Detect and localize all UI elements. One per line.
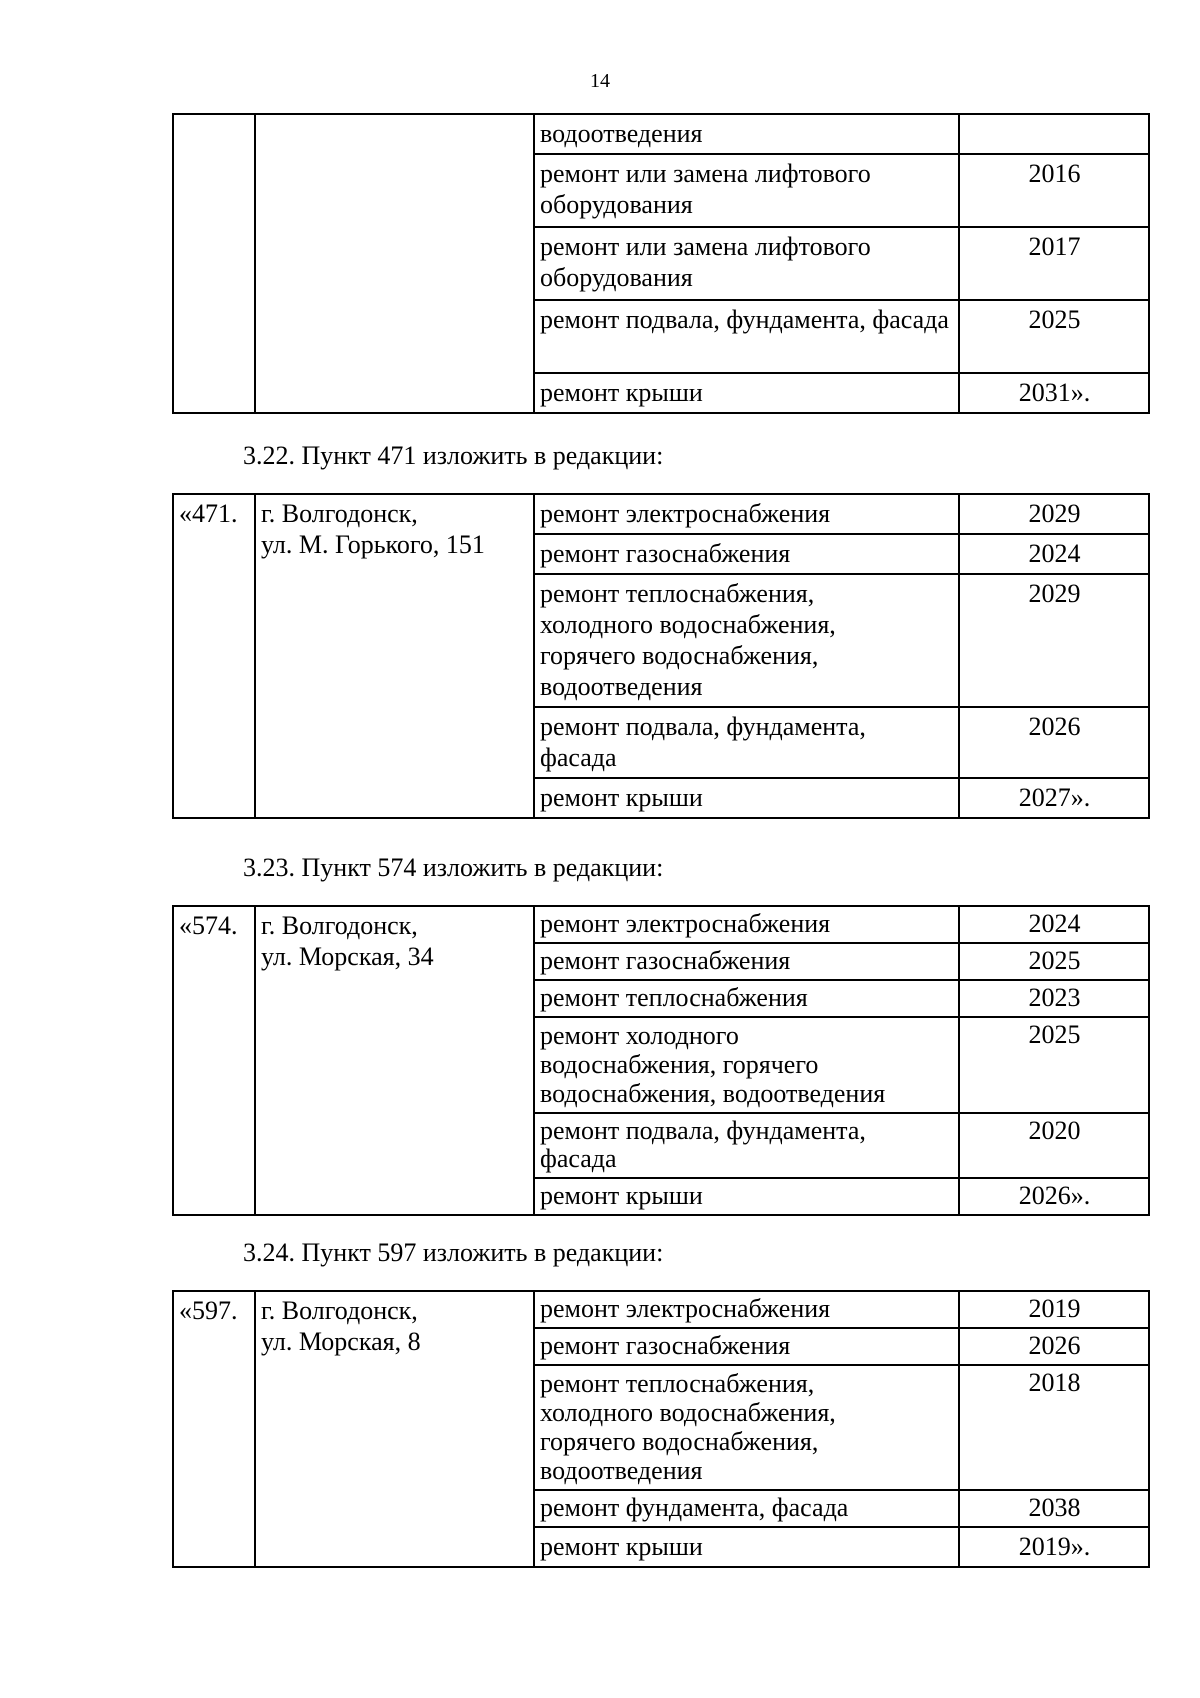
item-address: г. Волгодонск, ул. Морская, 34: [255, 906, 534, 1215]
number-cell: [173, 114, 255, 413]
work-cell: ремонт теплоснабжения, холодного водоснабжения, горячего водоснабжения, водоотведения: [534, 1365, 959, 1490]
year-cell: 2026: [959, 707, 1149, 778]
work-cell: ремонт крыши: [534, 373, 959, 413]
item-table: [172, 905, 1150, 1216]
work-cell: ремонт фундамента, фасада: [534, 1490, 959, 1527]
year-cell: 2026».: [959, 1178, 1149, 1215]
year-cell: 2029: [959, 494, 1149, 534]
work-cell: ремонт или замена лифтового оборудования: [534, 154, 959, 227]
work-cell: ремонт крыши: [534, 1527, 959, 1567]
year-cell: 2025: [959, 943, 1149, 980]
section-heading: 3.24. Пункт 597 изложить в редакции:: [243, 1238, 664, 1267]
work-cell: ремонт крыши: [534, 778, 959, 818]
work-cell: ремонт электроснабжения: [534, 906, 959, 943]
year-cell: 2038: [959, 1490, 1149, 1527]
year-cell: 2027».: [959, 778, 1149, 818]
year-cell: 2024: [959, 906, 1149, 943]
work-cell: ремонт газоснабжения: [534, 1328, 959, 1365]
year-cell: 2024: [959, 534, 1149, 574]
year-cell: 2019».: [959, 1527, 1149, 1567]
work-cell: ремонт холодного водоснабжения, горячего водоснабжения, водоотведения: [534, 1017, 959, 1113]
year-cell: 2023: [959, 980, 1149, 1017]
continuation-table: [172, 113, 1150, 414]
page-number: 14: [590, 70, 610, 92]
table-row: [173, 494, 1149, 534]
work-cell: ремонт теплоснабжения, холодного водоснабжения, горячего водоснабжения, водоотведения: [534, 574, 959, 707]
work-cell: водоотведения: [534, 114, 959, 154]
year-cell: 2017: [959, 227, 1149, 300]
address-cell: [255, 114, 534, 413]
section-heading: 3.22. Пункт 471 изложить в редакции:: [243, 441, 664, 470]
item-number: «597.: [173, 1291, 255, 1567]
work-cell: ремонт теплоснабжения: [534, 980, 959, 1017]
work-cell: ремонт электроснабжения: [534, 494, 959, 534]
work-cell: ремонт или замена лифтового оборудования: [534, 227, 959, 300]
item-table: [172, 1290, 1150, 1568]
year-cell: 2029: [959, 574, 1149, 707]
year-cell: 2018: [959, 1365, 1149, 1490]
year-cell: 2019: [959, 1291, 1149, 1328]
item-number: «471.: [173, 494, 255, 818]
item-number: «574.: [173, 906, 255, 1215]
table-row: [173, 906, 1149, 943]
item-address: г. Волгодонск, ул. Морская, 8: [255, 1291, 534, 1567]
year-cell: 2026: [959, 1328, 1149, 1365]
year-cell: 2020: [959, 1113, 1149, 1178]
work-cell: ремонт электроснабжения: [534, 1291, 959, 1328]
item-table: [172, 493, 1150, 819]
work-cell: ремонт газоснабжения: [534, 534, 959, 574]
year-cell: 2031».: [959, 373, 1149, 413]
item-address: г. Волгодонск, ул. М. Горького, 151: [255, 494, 534, 818]
year-cell: 2025: [959, 300, 1149, 373]
work-cell: ремонт подвала, фундамента, фасада: [534, 1113, 959, 1178]
work-cell: ремонт газоснабжения: [534, 943, 959, 980]
section-heading: 3.23. Пункт 574 изложить в редакции:: [243, 853, 664, 882]
work-cell: ремонт подвала, фундамента, фасада: [534, 300, 959, 373]
table-row: [173, 114, 1149, 154]
work-cell: ремонт крыши: [534, 1178, 959, 1215]
work-cell: ремонт подвала, фундамента, фасада: [534, 707, 959, 778]
year-cell: 2025: [959, 1017, 1149, 1113]
year-cell: [959, 114, 1149, 154]
year-cell: 2016: [959, 154, 1149, 227]
table-row: [173, 1291, 1149, 1328]
